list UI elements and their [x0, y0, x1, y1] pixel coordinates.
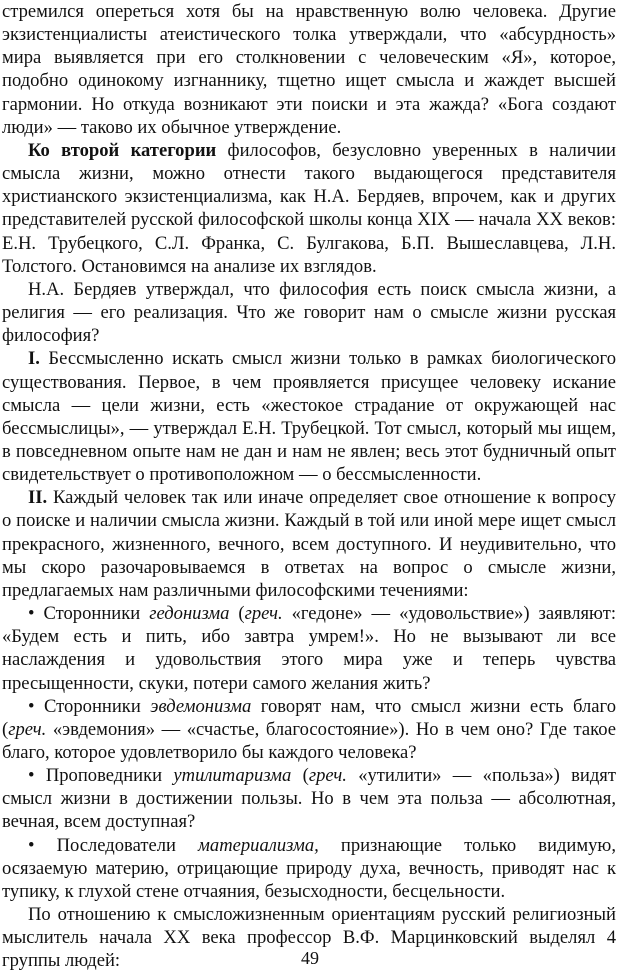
bullet-text: признающие только видимую, осязаемую материю, отрицающие природу духа, вечность, приводят нас к тупику, к глухой стене отчаяния, безысходности, бесцельности.	[2, 834, 616, 902]
point-number: II.	[28, 487, 48, 509]
term: эвдемонизма	[150, 695, 252, 717]
bullet-mid: (	[291, 765, 309, 787]
bullet-pre: • Сторонники	[28, 695, 151, 717]
paragraph-text: философов, безусловно уверенных в наличии смысла жизни, можно отнести такого выдающегося представителя христианского экзистенциализма, как Н.А. Бердяев, впрочем, как и других представителей русской философской школы конца XIX — начала XX веков: Е.Н. Трубецкого, С.Л. Франка, С. Булгакова, Б.П. Вышеславцева, Л.Н. Толстого. Остановимся на анализе их взглядов.	[2, 139, 616, 277]
language-abbr: греч.	[244, 603, 283, 625]
page-number: 49	[301, 948, 319, 968]
bullet-text: «утилити» — «польза») видят смысл жизни в достижении пользы. Но в чем эта польза — абсолютная, вечная, всем доступная?	[2, 765, 616, 833]
bullet-pre: • Проповедники	[28, 765, 174, 787]
bullet-eudaimonism	[2, 695, 616, 764]
paragraph-text: Бессмысленно искать смысл жизни только в рамках биологического существования. Первое, в чем проявляется присущее человеку искание смысла — цели жизни, есть «жестокое страдание от окружающей нас бессмыслицы», — утверждал Е.Н. Трубецкой. Тот смысл, который мы ищем, в повседневном опыте нам не дан и нам не явлен; весь этот будничный опыт свидетельствует о противоположном — о бессмысленности.	[2, 348, 616, 486]
language-abbr: греч.	[8, 718, 47, 740]
bullet-text: «эвдемония» — «счастье, благосостояние»). Но в чем оно? Где такое благо, которое удовлетворило бы каждого человека?	[2, 718, 616, 763]
paragraph-point-1	[2, 347, 616, 486]
bullet-pre: • Сторонники	[28, 603, 150, 625]
bullet-materialism	[2, 834, 616, 903]
term: утилитаризма	[173, 765, 292, 787]
paragraph-text: Каждый человек так или иначе определяет свое отношение к вопросу о поиске и наличии смысла жизни. Каждый в той или иной мере ищет смысл прекрасного, жизненного, вечного, всем доступного. И неудивительно, что мы скоро разочаровываемся в ответах на вопрос о смысле жизни, предлагаемых нам различными философскими течениями:	[2, 487, 616, 601]
point-number: I.	[28, 348, 40, 370]
paragraph-continuation: стремился опереться хотя бы на нравственную волю человека. Другие экзистенциалисты атеистического толка утверждали, что «абсурдность» мира выявляется при его столкновении с человеческим «Я», которое, подобно одинокому изгнаннику, тщетно ищет смысла и жаждет высшей гармонии. Но откуда возникают эти поиски и эта жажда? «Бога создают люди» — таково их обычное утверждение.	[2, 1, 616, 138]
paragraph-second-category	[2, 139, 616, 278]
page-text	[2, 0, 616, 973]
term: гедонизма	[149, 603, 230, 625]
paragraph-point-2	[2, 486, 616, 602]
language-abbr: греч.	[308, 765, 347, 787]
bullet-text: «гедоне» — «удовольствие») заявляют: «Будем есть и пить, ибо завтра умрем!». Но не вызывают ли все наслаждения и удовольствия этого мира уже и теперь чувства пресыщенности, скуки, потери самого желания жить?	[2, 603, 616, 694]
bullet-hedonism	[2, 602, 616, 695]
bullet-pre: • Последователи	[28, 834, 199, 856]
paragraph-marcinkovsky: По отношению к смысложизненным ориентациям русский религиозный мыслитель начала XX века профессор В.Ф. Марцинковский выделял 4 группы людей:	[2, 904, 616, 972]
bullet-mid: говорят нам, что смысл жизни есть благо (	[2, 695, 616, 740]
bold-lead: Ко второй категории	[28, 139, 217, 161]
bullet-utilitarianism	[2, 764, 616, 833]
term: материализма,	[198, 834, 319, 856]
paragraph-berdyaev: Н.А. Бердяев утверждал, что философия есть поиск смысла жизни, а религия — его реализация. Что же говорит нам о смысле жизни русская философия?	[2, 278, 616, 347]
bullet-mid: (	[229, 603, 245, 625]
